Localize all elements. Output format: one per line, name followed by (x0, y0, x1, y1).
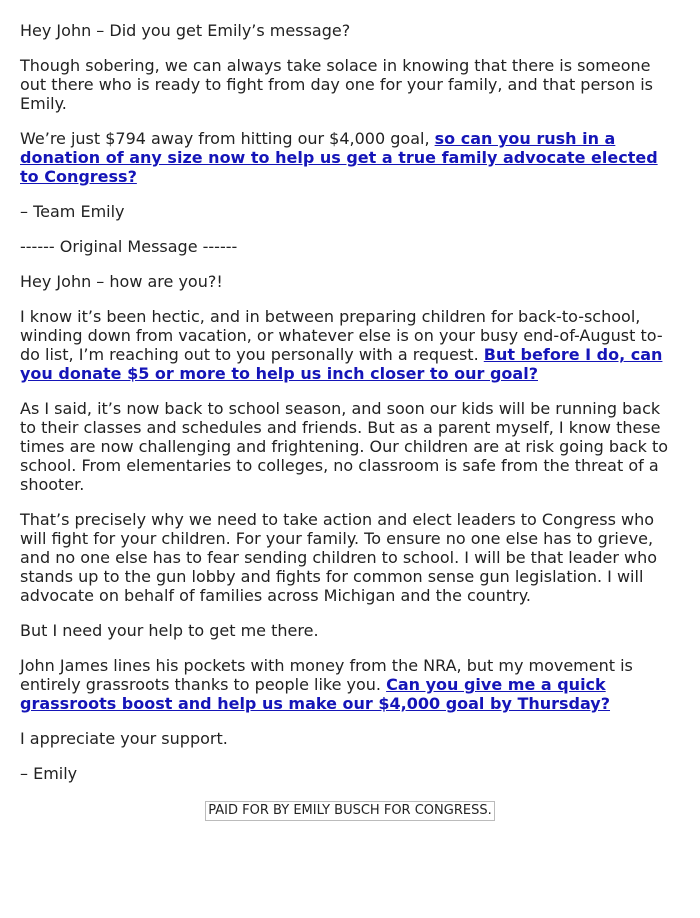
paragraph-take-action: That’s precisely why we need to take action and elect leaders to Congress who will fight for your children. For your family. To ensure no one else has to grieve, and no one else has to fear sending children to school. I will be that leader who stands up to the gun lobby and fights for common sense gun legislation. I will advocate on behalf of families across Michigan and the country. (20, 510, 658, 605)
greeting-original: Hey John – how are you?! (20, 272, 223, 291)
signoff-emily: – Emily (20, 764, 78, 783)
original-message-divider: ------ Original Message ------ (20, 237, 238, 256)
paragraph-grassroots-text: John James lines his pockets with money from the NRA, but my movement is entirely grassroots thanks to people like you. (20, 656, 633, 694)
paid-for-disclaimer: PAID FOR BY EMILY BUSCH FOR CONGRESS. (205, 801, 494, 821)
paragraph-school-season: As I said, it’s now back to school season, and soon our kids will be running back to their classes and schedules and friends. But as a parent myself, I know these times are now challenging and frightening. Our children are at risk going back to school. From elementaries to colleges, no classroom is safe from the threat of a shooter. (20, 399, 669, 494)
signoff-team: – Team Emily (20, 202, 125, 221)
paragraph-appreciate: I appreciate your support. (20, 729, 228, 748)
paragraph-request-text: I know it’s been hectic, and in between preparing children for back-to-school, winding down from vacation, or whatever else is on your busy end-of-August to-do list, I’m reaching out to you personally with a request. (20, 307, 663, 364)
footer-container (20, 799, 680, 821)
greeting: Hey John – Did you get Emily’s message? (20, 21, 351, 40)
donate-5-link[interactable]: But before I do, can you donate $5 or more to help us inch closer to our goal? (20, 345, 663, 383)
paragraph-goal-text: We’re just $794 away from hitting our $4,000 goal, (20, 129, 435, 148)
paragraph-solace: Though sobering, we can always take solace in knowing that there is someone out there who is ready to fight from day one for your family, and that person is Emily. (20, 56, 654, 113)
paragraph-request (20, 307, 680, 383)
paragraph-grassroots (20, 656, 680, 713)
grassroots-boost-link[interactable]: Can you give me a quick grassroots boost and help us make our $4,000 goal by Thursday? (20, 675, 611, 713)
email-body (20, 21, 680, 821)
paragraph-need-help: But I need your help to get me there. (20, 621, 319, 640)
donate-any-size-link[interactable]: so can you rush in a donation of any size now to help us get a true family advocate elected to Congress? (20, 129, 658, 186)
paragraph-goal (20, 129, 680, 186)
